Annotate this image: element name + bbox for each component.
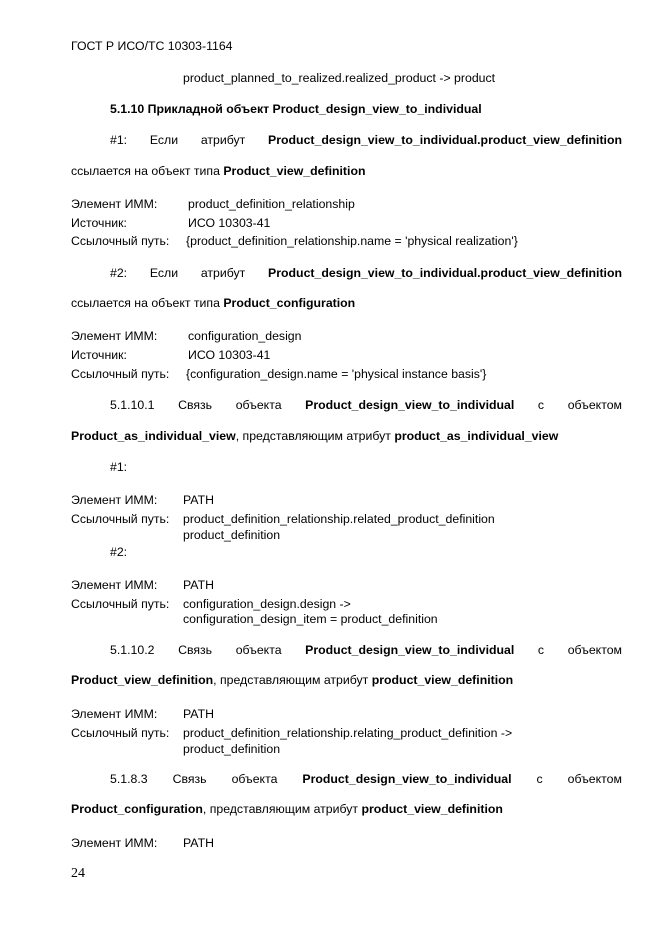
subsection-5-1-10-1-heading — [110, 398, 622, 413]
object-name: Product_design_view_to_individual — [305, 643, 515, 657]
word: с — [537, 643, 545, 657]
attribute-word: атрибут — [200, 133, 246, 147]
if-word: Если — [149, 133, 179, 147]
case-label: #1: — [110, 133, 128, 147]
attribute-name: product_view_definition — [371, 673, 514, 687]
source-value: ИСО 10303-41 — [188, 216, 271, 230]
reference-path-key: Ссылочный путь: — [71, 597, 170, 611]
target-type: Product_configuration — [223, 296, 356, 310]
source-value: ИСО 10303-41 — [188, 348, 271, 362]
subsection-number: 5.1.10.2 — [110, 643, 155, 657]
case-2-continuation — [71, 296, 355, 311]
middle-text: , представляющим атрибут — [202, 802, 359, 816]
middle-text: , представляющим атрибут — [235, 429, 391, 443]
word: с — [536, 772, 543, 786]
reference-path-value: product_definition_relationship.related_product_definition — [183, 512, 495, 526]
path-line: product_planned_to_realized.realized_product -> product — [183, 71, 496, 85]
attribute-reference: Product_design_view_to_individual.product_view_definition — [268, 266, 622, 280]
object-name: Product_design_view_to_individual — [305, 398, 515, 412]
mim-element-key: Элемент ИММ: — [71, 578, 158, 592]
continuation-text: ссылается на объект типа — [71, 164, 220, 178]
mim-element-key: Элемент ИММ: — [71, 197, 158, 211]
word: Связь — [178, 398, 213, 412]
case-label: #2: — [110, 545, 128, 559]
case-2-line — [110, 266, 622, 281]
subsection-5-1-8-3-heading — [110, 772, 622, 787]
reference-path-value: product_definition_relationship.relating_product_definition -> — [183, 726, 513, 740]
reference-path-key: Ссылочный путь: — [71, 512, 170, 526]
mim-element-value: PATH — [183, 707, 214, 721]
attribute-reference: Product_design_view_to_individual.product_view_definition — [268, 133, 622, 147]
target-object: Product_configuration — [71, 802, 203, 816]
mim-element-value: PATH — [183, 493, 214, 507]
reference-path-value: {configuration_design.name = 'physical instance basis'} — [186, 367, 487, 381]
source-key: Источник: — [71, 348, 127, 362]
attribute-name: product_view_definition — [361, 802, 503, 816]
subsection-number: 5.1.10.1 — [110, 398, 155, 412]
target-object: Product_as_individual_view — [71, 429, 236, 443]
mim-element-key: Элемент ИММ: — [71, 707, 158, 721]
reference-path-key: Ссылочный путь: — [71, 726, 170, 740]
page-number: 24 — [71, 866, 85, 881]
section-number: 5.1.10 — [110, 102, 145, 116]
word: объекта — [235, 398, 282, 412]
word: Связь — [178, 643, 213, 657]
if-word: Если — [149, 266, 179, 280]
case-label: #1: — [110, 460, 128, 474]
word: объекта — [235, 643, 282, 657]
word: объектом — [567, 772, 622, 786]
mim-element-value: PATH — [183, 836, 214, 850]
reference-path-key: Ссылочный путь: — [71, 234, 170, 248]
word: объектом — [567, 643, 622, 657]
target-object: Product_view_definition — [71, 673, 214, 687]
subsection-5-1-10-1-continuation — [71, 429, 558, 444]
subsection-5-1-10-2-heading — [110, 643, 622, 658]
reference-path-value-cont: product_definition — [183, 742, 281, 756]
subsection-5-1-8-3-continuation — [71, 802, 503, 817]
word: с — [537, 398, 545, 412]
source-key: Источник: — [71, 216, 127, 230]
subsection-number: 5.1.8.3 — [110, 772, 148, 786]
mim-element-value: configuration_design — [188, 329, 302, 343]
continuation-text: ссылается на объект типа — [71, 296, 220, 310]
word: объекта — [231, 772, 278, 786]
case-label: #2: — [110, 266, 128, 280]
reference-path-value-cont: configuration_design_item = product_definition — [183, 612, 438, 626]
reference-path-value: {product_definition_relationship.name = 'physical realization'} — [186, 234, 518, 248]
reference-path-value: configuration_design.design -> — [183, 597, 351, 611]
attribute-word: атрибут — [200, 266, 246, 280]
mim-element-value: product_definition_relationship — [188, 197, 355, 211]
object-name: Product_design_view_to_individual — [302, 772, 512, 786]
subsection-5-1-10-2-continuation — [71, 673, 513, 688]
target-type: Product_view_definition — [223, 164, 366, 178]
case-1-continuation — [71, 164, 365, 179]
section-heading — [110, 102, 482, 117]
attribute-name: product_as_individual_view — [394, 429, 559, 443]
mim-element-key: Элемент ИММ: — [71, 493, 158, 507]
mim-element-key: Элемент ИММ: — [71, 329, 158, 343]
word: объектом — [567, 398, 622, 412]
section-title: Прикладной объект Product_design_view_to_individual — [147, 102, 482, 116]
middle-text: , представляющим атрибут — [213, 673, 369, 687]
reference-path-value-cont: product_definition — [183, 528, 281, 542]
document-id: ГОСТ Р ИСО/ТС 10303-1164 — [71, 39, 233, 53]
word: Связь — [172, 772, 207, 786]
reference-path-key: Ссылочный путь: — [71, 367, 170, 381]
case-1-line — [110, 133, 622, 148]
mim-element-key: Элемент ИММ: — [71, 836, 158, 850]
mim-element-value: PATH — [183, 578, 214, 592]
